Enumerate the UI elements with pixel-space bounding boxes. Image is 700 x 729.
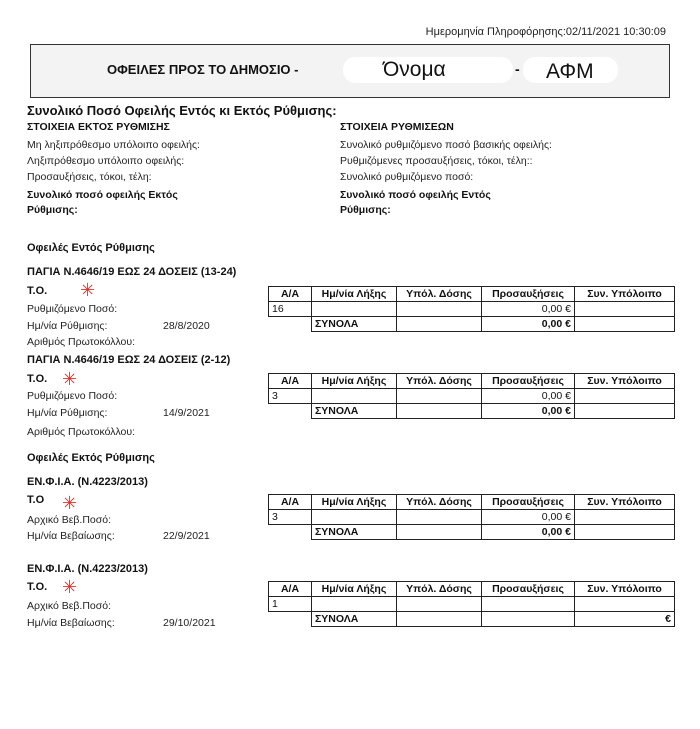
summary-left-row: Προσαυξήσεις, τόκοι, τέλη: (27, 171, 152, 183)
col-header: Α/Α (269, 374, 312, 389)
red-asterisk-icon: ✳ (62, 369, 78, 389)
summary-right-total: Συνολικό ποσό οφειλής Εντός (340, 189, 491, 201)
aa-cell: 1 (269, 597, 312, 612)
totals-row (269, 317, 675, 332)
installments-table (268, 581, 675, 627)
total-balance-cell (575, 404, 675, 419)
title-box (30, 44, 670, 98)
info-date: Ημερομηνία Πληροφόρησης:02/11/2021 10:30:09 (425, 26, 666, 38)
aa-cell: 3 (269, 389, 312, 404)
block-date: 28/8/2020 (163, 320, 210, 332)
summary-left-total: Συνολικό ποσό οφειλής Εκτός (27, 189, 178, 201)
totals-row (269, 612, 675, 627)
summary-left-row: Ληξιπρόθεσμο υπόλοιπο οφειλής: (27, 155, 185, 167)
to-label: Τ.Ο. (27, 285, 48, 297)
col-header: Ημ/νία Λήξης (312, 374, 397, 389)
block-date: 22/9/2021 (163, 530, 210, 542)
col-header: Υπόλ. Δόσης (397, 582, 482, 597)
block-label: Αριθμός Πρωτοκόλλου: (27, 336, 136, 348)
block-label: Ρυθμιζόμενο Ποσό: (27, 303, 118, 315)
out-of-settlement-heading: ΣΤΟΙΧΕΙΑ ΕΚΤΟΣ ΡΥΘΜΙΣΗΣ (27, 121, 170, 133)
summary-right-total-2: Ρύθμισης: (340, 204, 391, 216)
to-label: Τ.Ο. (27, 581, 48, 593)
afm-field: ΑΦΜ (546, 60, 594, 83)
table-row (269, 389, 675, 404)
aa-cell: 16 (269, 302, 312, 317)
col-header: Α/Α (269, 582, 312, 597)
col-header: Ημ/νία Λήξης (312, 495, 397, 510)
total-increase-cell (482, 612, 575, 627)
block-title: ΕΝ.Φ.Ι.Α. (Ν.4223/2013) (27, 563, 148, 575)
block-date: 29/10/2021 (163, 617, 216, 629)
block-label: Ημ/νία Ρύθμισης: (27, 407, 108, 419)
col-header: Ημ/νία Λήξης (312, 287, 397, 302)
summary-right-row: Συνολικό ρυθμιζόμενο ποσό βασικής οφειλής: (340, 139, 552, 151)
totals-label: ΣΥΝΟΛΑ (312, 404, 397, 419)
red-asterisk-icon: ✳ (62, 493, 78, 513)
block-date: 14/9/2021 (163, 407, 210, 419)
summary-left-total-2: Ρύθμισης: (27, 204, 78, 216)
increase-cell: 0,00 € (482, 510, 575, 525)
total-balance-cell (575, 525, 675, 540)
red-asterisk-icon: ✳ (62, 577, 78, 597)
col-header: Συν. Υπόλοιπο (575, 374, 675, 389)
to-label: Τ.Ο (27, 494, 45, 506)
col-header: Α/Α (269, 495, 312, 510)
col-header: Προσαυξήσεις (482, 495, 575, 510)
increase-cell (482, 597, 575, 612)
section-in-settlement: Οφειλές Εντός Ρύθμισης (27, 242, 155, 254)
settlements-heading: ΣΤΟΙΧΕΙΑ ΡΥΘΜΙΣΕΩΝ (340, 121, 454, 133)
block-title: ΠΑΓΙΑ Ν.4646/19 ΕΩΣ 24 ΔΟΣΕΙΣ (13-24) (27, 266, 237, 278)
block-label: Αριθμός Πρωτοκόλλου: (27, 426, 136, 438)
summary-heading: Συνολικό Ποσό Οφειλής Εντός κι Εκτός Ρύθμισης: (27, 103, 337, 118)
total-increase-cell: 0,00 € (482, 525, 575, 540)
table-row (269, 302, 675, 317)
installments-table (268, 286, 675, 332)
totals-label: ΣΥΝΟΛΑ (312, 525, 397, 540)
col-header: Συν. Υπόλοιπο (575, 287, 675, 302)
name-field: Όνομα (383, 58, 446, 81)
summary-right-row: Ρυθμιζόμενες προσαυξήσεις, τόκοι, τέλη:: (340, 155, 533, 167)
red-asterisk-icon: ✳ (80, 280, 96, 300)
block-title: ΠΑΓΙΑ Ν.4646/19 ΕΩΣ 24 ΔΟΣΕΙΣ (2-12) (27, 354, 231, 366)
col-header: Υπόλ. Δόσης (397, 495, 482, 510)
increase-cell: 0,00 € (482, 302, 575, 317)
col-header: Συν. Υπόλοιπο (575, 495, 675, 510)
col-header: Προσαυξήσεις (482, 287, 575, 302)
col-header: Ημ/νία Λήξης (312, 582, 397, 597)
table-row (269, 597, 675, 612)
aa-cell: 3 (269, 510, 312, 525)
block-label: Ρυθμιζόμενο Ποσό: (27, 390, 118, 402)
block-label: Ημ/νία Βεβαίωσης: (27, 617, 115, 629)
installments-table (268, 373, 675, 419)
block-title: ΕΝ.Φ.Ι.Α. (Ν.4223/2013) (27, 476, 148, 488)
block-label: Αρχικό Βεβ.Ποσό: (27, 514, 111, 526)
total-balance-cell (575, 317, 675, 332)
page-title: ΟΦΕΙΛΕΣ ΠΡΟΣ ΤΟ ΔΗΜΟΣΙΟ - (107, 62, 299, 77)
summary-left-row: Μη ληξιπρόθεσμο υπόλοιπο οφειλής: (27, 139, 200, 151)
col-header: Υπόλ. Δόσης (397, 287, 482, 302)
col-header: Προσαυξήσεις (482, 582, 575, 597)
summary-right-row: Συνολικό ρυθμιζόμενο ποσό: (340, 171, 474, 183)
block-label: Αρχικό Βεβ.Ποσό: (27, 600, 111, 612)
col-header: Α/Α (269, 287, 312, 302)
total-increase-cell: 0,00 € (482, 404, 575, 419)
totals-label: ΣΥΝΟΛΑ (312, 317, 397, 332)
col-header: Υπόλ. Δόσης (397, 374, 482, 389)
title-dash: - (515, 61, 520, 77)
total-increase-cell: 0,00 € (482, 317, 575, 332)
increase-cell: 0,00 € (482, 389, 575, 404)
total-balance-cell: € (575, 612, 675, 627)
section-out-of-settlement: Οφειλές Εκτός Ρύθμισης (27, 452, 155, 464)
totals-label: ΣΥΝΟΛΑ (312, 612, 397, 627)
to-label: Τ.Ο. (27, 373, 48, 385)
col-header: Προσαυξήσεις (482, 374, 575, 389)
col-header: Συν. Υπόλοιπο (575, 582, 675, 597)
table-row (269, 510, 675, 525)
totals-row (269, 404, 675, 419)
block-label: Ημ/νία Ρύθμισης: (27, 320, 108, 332)
block-label: Ημ/νία Βεβαίωσης: (27, 530, 115, 542)
installments-table (268, 494, 675, 540)
totals-row (269, 525, 675, 540)
